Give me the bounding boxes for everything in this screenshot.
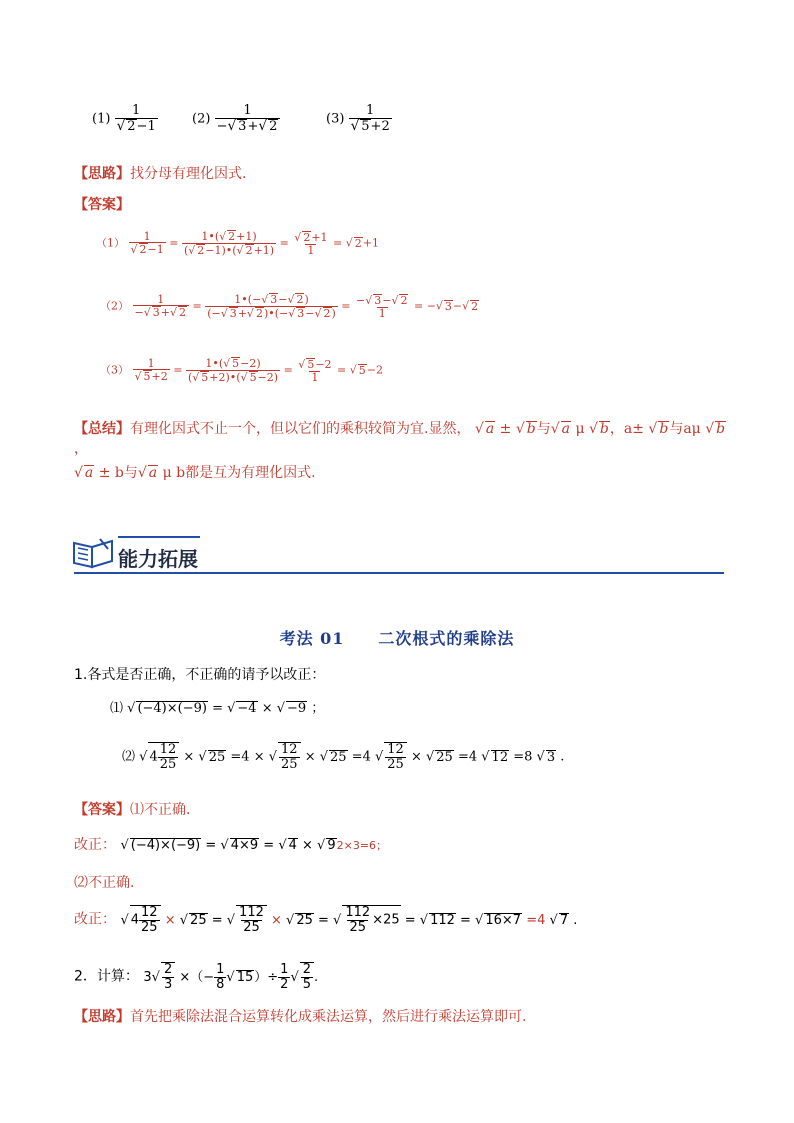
book-icon [72,535,116,573]
hint-line: 【思路】找分母有理化因式. [74,166,247,182]
intro-item-3: (3) $\frac{1}{√ 5+2}$ [326,103,390,134]
fraction: $\frac{1}{-√ 3+√ 2}$ [215,104,281,134]
hint-2-line: 【思路】首先把乘除法混合运算转化成乘法运算，然后进行乘法运算即可. [74,1009,527,1025]
answer-line-2: （2） $\frac{1}{-√ 3+√ 2}$ = $\frac{1•(-√ 3-√ 2)}{(-√ 3+√ 2)•(-√ 3-√ 2)}$ = $\frac{-√ 3-√ 2}{1}$ = −√ 3−√ 2 [100,292,479,321]
question-2: 2．计算： 3√ $\frac{2}{3}$ ×（− $\frac{1}{8}$ √ 15）÷ $\frac{1}{2}$ √ $\frac{2}{5}$ . [74,962,319,992]
header-overline [118,536,200,538]
question-1-part-1: ⑴ √ (−4)×(−9) = √ −4 × √ −9 ； [110,701,325,716]
intro-item-1: (1) $\frac{1}{√ 2-1}$ [92,103,156,134]
method-title: 考法 01 二次根式的乘除法 [279,629,515,648]
answer-1-part-2: ⑵不正确. [74,875,135,891]
answer-1-line: 【答案】⑴不正确. [74,802,191,818]
question-1-stem: 1.各式是否正确，不正确的请予以改正： [74,667,326,683]
section-divider [74,572,724,574]
intro-item-2: (2) $\frac{1}{-√ 3+√ 2}$ [192,104,280,134]
answer-line-3: （3） $\frac{1}{√ 5+2}$ = $\frac{1•(√ 5-2)}{(√ 5+2)•(√ 5-2)}$ = $\frac{√ 5-2}{1}$ = √ 5−2 [100,356,383,385]
answer-line-1: （1） $\frac{1}{√ 2-1}$ = $\frac{1•(√ 2+1)}{(√ 2-1)•(√ 2+1)}$ = $\frac{√ 2+1}{1}$ = √ 2+1 [96,229,379,258]
answer-1-fix-1: 改正： √ (−4)×(−9) = √ 4×9 = √ 4 × √ 92×3=6； [74,837,388,853]
summary-line-2: √ a ± b与√ a μ b都是互为有理化因式. [74,465,316,481]
answer-tag: 【答案】 [74,197,130,213]
section-title: 能力拓展 [118,547,198,571]
answer-1-fix-2: 改正： √ 4 $\frac{12}{25}$ × √ 25 = √ $\frac{112}{25}$ × √ 25 = √ $\frac{112}{25}$ ×25 = √ 112 = √ 16×7 =4 √ 7 . [74,905,578,935]
question-1-part-2: ⑵ √ 4 $\frac{12}{25}$ × √ 25 =4 × √ $\frac{12}{25}$ × √ 25 =4 √ $\frac{12}{25}$ × √ 25 =4 √ 12 =8 √ 3 . [122,742,565,772]
fraction: $\frac{1}{√ 5+2}$ [350,103,390,134]
summary-line-1: 【总结】有理化因式不止一个，但以它们的乘积较简为宜.显然， √ a ± √ b与√ a μ √ b，a± √ b与aμ √ b， [74,421,726,457]
fraction: $\frac{1}{√ 2-1}$ [116,103,156,134]
